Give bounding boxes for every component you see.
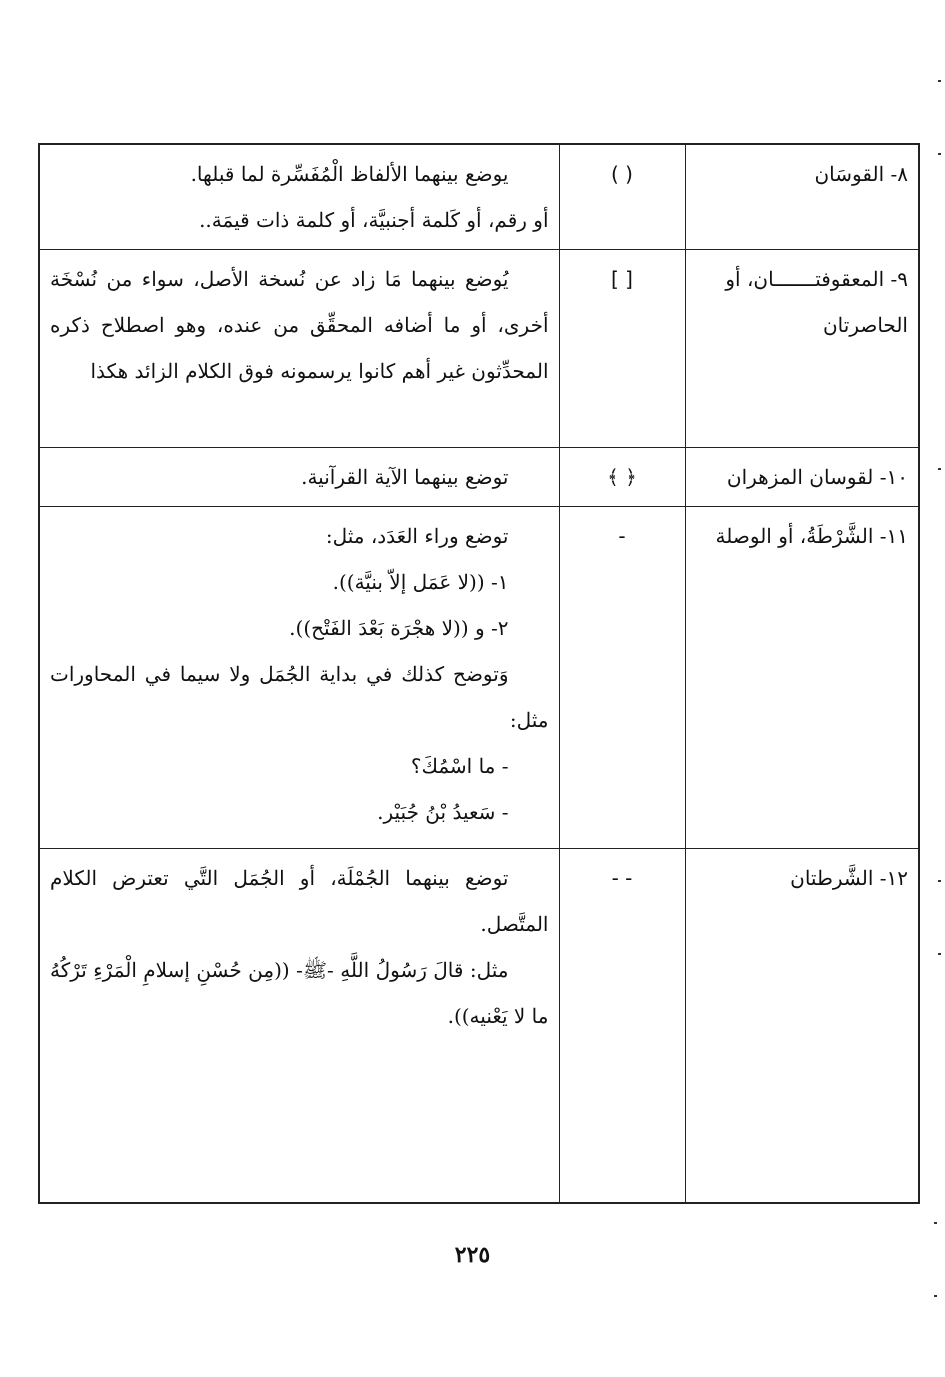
- mark-name-cell: [685, 507, 919, 849]
- mark-symbol-cell: [559, 507, 685, 849]
- description-line: توضع بينهما الجُمْلَة، أو الجُمَل التَّي تعترض الكلام المتَّصل.: [50, 866, 549, 936]
- mark-description-cell: [39, 448, 559, 507]
- description-line: يُوضع بينهما مَا زاد عن نُسخة الأصل، سواء من نُسْخَة أخرى، أو ما أضافه المحقِّق من عنده، وهو اصطلاح ذكره المحدِّثون غير أهم كانوا يرسمونه فوق الكلام الزائد هكذا: [50, 267, 549, 383]
- page-number: ٢٢٥: [454, 1242, 491, 1268]
- description-line: ١- ((لا عَمَل إلاّ بنيَّة)).: [332, 570, 509, 594]
- margin-mark: [938, 153, 941, 155]
- margin-mark: [938, 468, 941, 470]
- description-line: توضع وراء العَدَد، مثل:: [325, 524, 509, 548]
- mark-name: ١٠- لقوسان المزهران: [726, 465, 908, 489]
- mark-name: ٨- القوسَان: [814, 162, 908, 186]
- mark-name: ١١- الشَّرْطَةُ، أو الوصلة: [715, 524, 908, 548]
- description-line: - سَعيدُ بْنُ جُبَيْر.: [377, 800, 509, 824]
- mark-symbol-cell: [559, 250, 685, 448]
- mark-symbol-cell: [559, 849, 685, 1203]
- table-row: [39, 250, 919, 448]
- description-line: مثل: قالَ رَسُولُ اللَّهِ -ﷺ- ((مِن حُسْنِ إسلامِ الْمَرْءِ تَرْكُهُ ما لا يَعْنيه)).: [50, 958, 549, 1028]
- mark-symbol: - -: [611, 866, 633, 890]
- margin-mark: [934, 1295, 937, 1297]
- mark-name: ١٢- الشَّرطتان: [790, 866, 908, 890]
- margin-mark: [934, 1222, 937, 1224]
- mark-symbol: ( ): [611, 162, 633, 186]
- mark-name-cell: [685, 849, 919, 1203]
- table-row: [39, 144, 919, 250]
- margin-mark: [938, 880, 941, 882]
- mark-description-cell: [39, 144, 559, 250]
- mark-name-cell: [685, 448, 919, 507]
- mark-symbol-cell: [559, 144, 685, 250]
- mark-name-cell: [685, 144, 919, 250]
- table-row: [39, 849, 919, 1203]
- mark-description-cell: [39, 250, 559, 448]
- mark-name-cell: [685, 250, 919, 448]
- margin-mark: [938, 953, 941, 955]
- description-line: - ما اسْمُكَ؟: [410, 754, 509, 778]
- mark-description-cell: [39, 849, 559, 1203]
- mark-name: ٩- المعقوفتـــــــان، أو الحاصرتان: [725, 267, 908, 337]
- mark-description-cell: [39, 507, 559, 849]
- description-line: يوضع بينهما الألفاظ الْمُفَسِّرة لما قبلها.: [190, 162, 509, 186]
- description-line: وَتوضح كذلك في بداية الجُمَل ولا سيما في المحاورات مثل:: [50, 662, 549, 732]
- mark-symbol: ﴿ ﴾: [607, 465, 637, 489]
- description-line: أو رقم، أو كَلمة أجنبيَّة، أو كلمة ذات قيمَة..: [199, 208, 549, 232]
- punctuation-table: [38, 143, 920, 1204]
- table-row: [39, 507, 919, 849]
- mark-symbol: [ ]: [611, 267, 633, 291]
- description-line: ٢- و ((لا هجْرَة بَعْدَ الفَتْح)).: [289, 616, 509, 640]
- description-line: توضع بينهما الآية القرآنية.: [301, 465, 509, 489]
- table-row: [39, 448, 919, 507]
- margin-mark: [938, 80, 941, 82]
- mark-symbol: -: [618, 524, 626, 548]
- mark-symbol-cell: [559, 448, 685, 507]
